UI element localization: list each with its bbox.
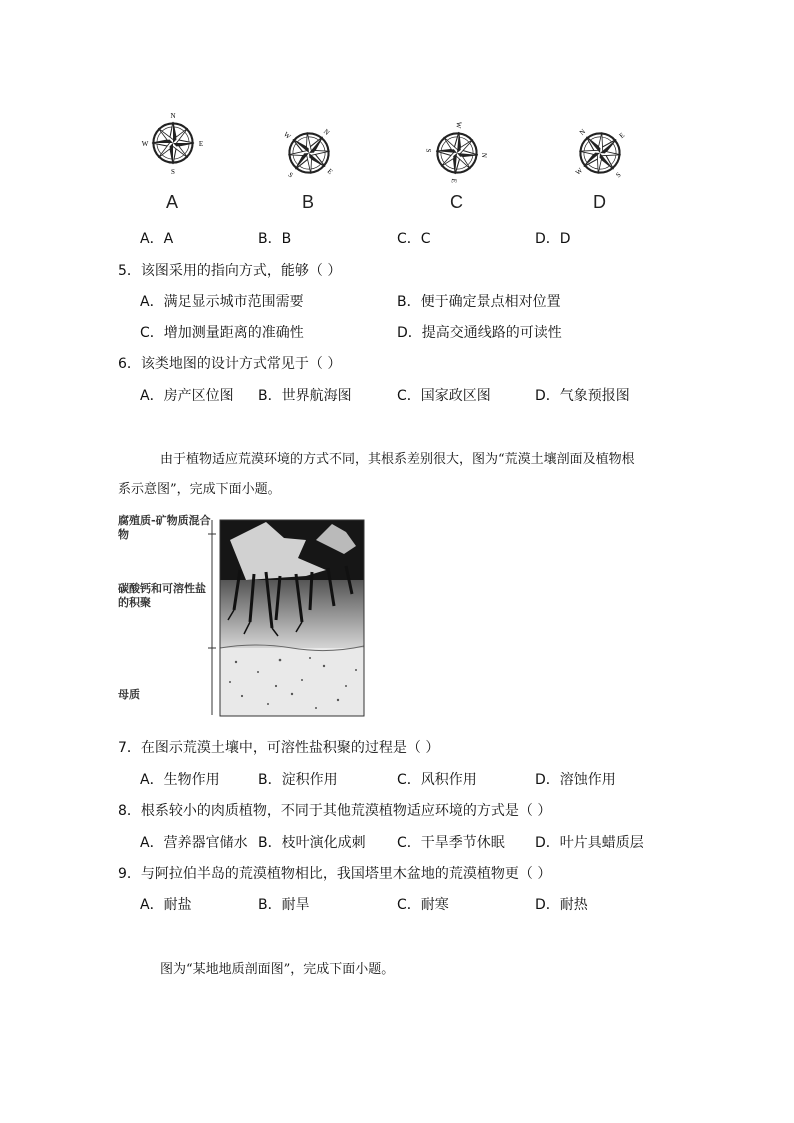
soil-profile-illustration: [206, 510, 366, 720]
q7-option-a[interactable]: A．生物作用: [140, 772, 220, 788]
q7-option-b[interactable]: B．淀积作用: [258, 772, 338, 788]
compass-dir-w: W: [573, 166, 585, 177]
desert-soil-profile-figure: [118, 510, 368, 720]
question-9-stem: 9．与阿拉伯半岛的荒漠植物相比，我国塔里木盆地的荒漠植物更（ ）: [118, 866, 552, 882]
compass-b: [264, 110, 354, 210]
compass-dir-e: E: [325, 167, 335, 177]
compass-caption: A: [166, 192, 179, 212]
q4-option-a[interactable]: A．A: [140, 231, 174, 247]
figure-label-calcium-salt: 碳酸钙和可溶性盐的积聚: [118, 582, 206, 609]
intro-paragraph-geology: 图为“某地地质剖面图”，完成下面小题。: [160, 962, 395, 977]
compass-rose-icon: [565, 118, 635, 188]
compass-dir-e: E: [449, 178, 458, 184]
q8-option-c[interactable]: C．干旱季节休眠: [397, 835, 505, 851]
question-8-stem: 8．根系较小的肉质植物，不同于其他荒漠植物适应环境的方式是（ ）: [118, 803, 552, 819]
compass-dir-w: W: [281, 130, 293, 141]
compass-a: [128, 100, 218, 212]
compass-c: [412, 110, 502, 210]
q7-option-c[interactable]: C．风积作用: [397, 772, 477, 788]
compass-rose-icon: [274, 118, 344, 188]
compass-dir-s: S: [424, 148, 433, 153]
q5-option-a[interactable]: A．满足显示城市范围需要: [140, 294, 304, 310]
compass-caption: C: [450, 192, 463, 212]
q4-option-b[interactable]: B．B: [258, 231, 292, 247]
compass-caption: B: [302, 192, 315, 212]
q6-option-b[interactable]: B．世界航海图: [258, 388, 352, 404]
q5-option-d[interactable]: D．提高交通线路的可读性: [397, 325, 562, 341]
figure-label-parent-material: 母质: [118, 688, 140, 701]
compass-dir-s: S: [614, 170, 623, 180]
question-7-stem: 7．在图示荒漠土壤中，可溶性盐积聚的过程是（ ）: [118, 740, 440, 756]
q5-option-b[interactable]: B．便于确定景点相对位置: [397, 294, 561, 310]
compass-dir-s: S: [286, 170, 295, 180]
compass-caption: D: [593, 192, 606, 212]
q6-option-a[interactable]: A．房产区位图: [140, 388, 234, 404]
compass-rose-icon: [138, 108, 208, 178]
q8-option-a[interactable]: A．营养器官储水: [140, 835, 248, 851]
compass-dir-e: E: [617, 131, 627, 141]
q4-option-c[interactable]: C．C: [397, 231, 431, 247]
compass-dir-s: S: [171, 167, 175, 176]
q8-option-d[interactable]: D．叶片具蜡质层: [535, 835, 644, 851]
q5-option-c[interactable]: C．增加测量距离的准确性: [140, 325, 304, 341]
q8-option-b[interactable]: B．枝叶演化成刺: [258, 835, 366, 851]
q9-option-b[interactable]: B．耐旱: [258, 897, 310, 913]
q6-option-c[interactable]: C．国家政区图: [397, 388, 491, 404]
compass-dir-w: W: [454, 121, 463, 129]
intro-paragraph-line-2: 系示意图”，完成下面小题。: [118, 482, 281, 497]
q9-option-c[interactable]: C．耐寒: [397, 897, 449, 913]
compass-rose-icon: [422, 118, 492, 188]
compass-dir-e: E: [198, 139, 204, 148]
q7-option-d[interactable]: D．溶蚀作用: [535, 772, 616, 788]
intro-paragraph-line-1: 由于植物适应荒漠环境的方式不同，其根系差别很大，图为“荒漠土壤剖面及植物根: [160, 452, 635, 467]
compass-dir-n: N: [170, 111, 176, 120]
compass-dir-n: N: [321, 127, 331, 137]
compass-dir-w: W: [141, 139, 149, 148]
compass-d: [555, 110, 645, 210]
compass-dir-n: N: [578, 127, 588, 137]
question-6-stem: 6．该类地图的设计方式常见于（ ）: [118, 356, 342, 372]
compass-dir-n: N: [479, 152, 489, 159]
figure-label-humus: 腐殖质-矿物质混合物: [118, 514, 211, 541]
question-5-stem: 5．该图采用的指向方式，能够（ ）: [118, 263, 342, 279]
q9-option-d[interactable]: D．耐热: [535, 897, 588, 913]
q6-option-d[interactable]: D．气象预报图: [535, 388, 630, 404]
q4-option-d[interactable]: D．D: [535, 231, 571, 247]
q9-option-a[interactable]: A．耐盐: [140, 897, 192, 913]
